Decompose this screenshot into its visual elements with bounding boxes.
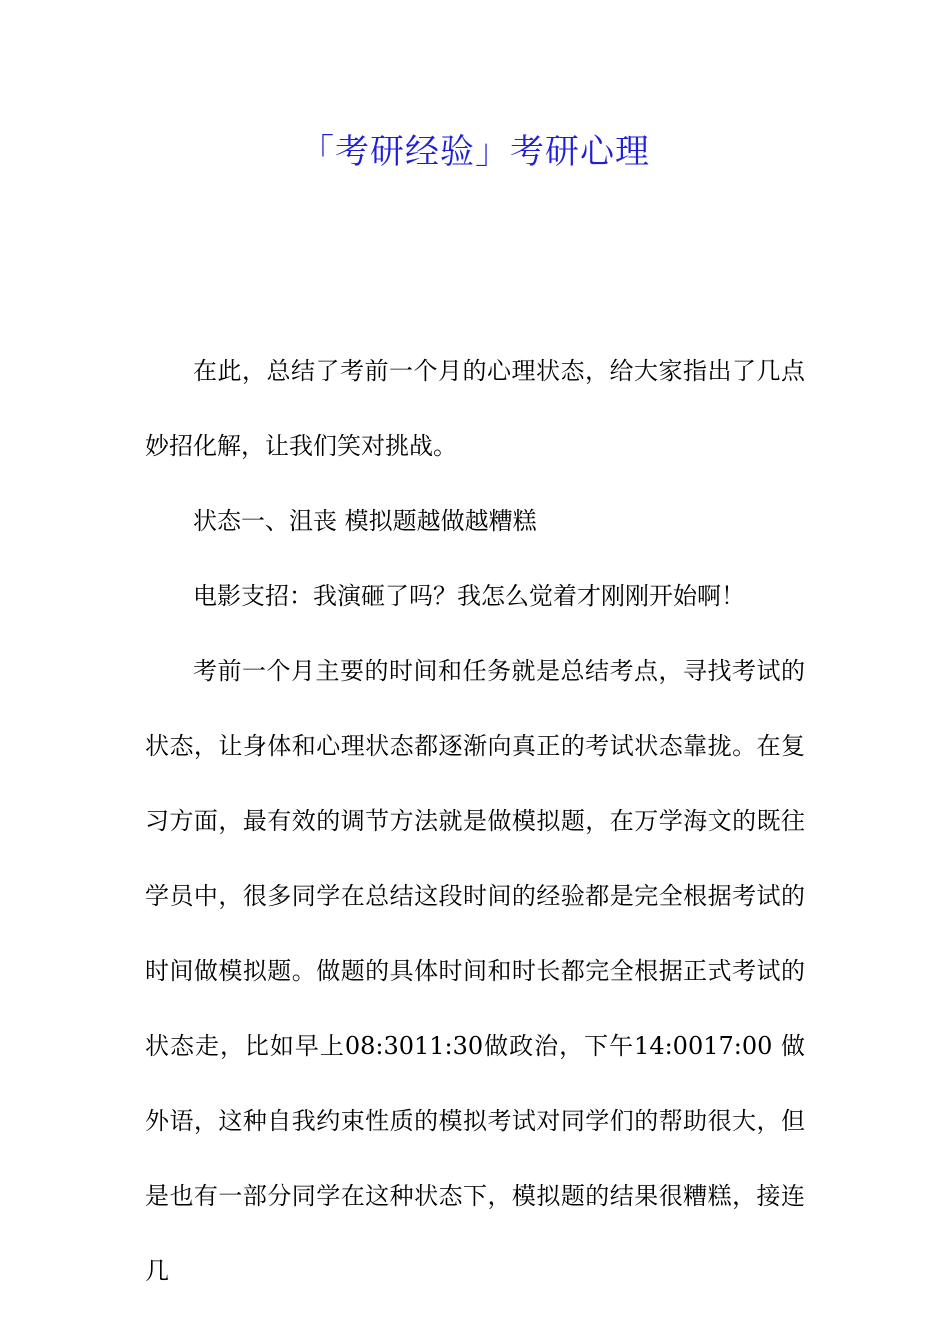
paragraph-movie-tip: 电影支招：我演砸了吗？我怎么觉着才刚刚开始啊！ — [193, 582, 745, 610]
paragraph-intro: 在此，总结了考前一个月的心理状态，给大家指出了几点妙招化解，让我们笑对挑战。 — [145, 357, 805, 460]
document-title: 「考研经验」考研心理 — [300, 132, 650, 172]
paragraph-state-one-heading: 状态一、沮丧 模拟题越做越糟糕 — [193, 507, 537, 535]
paragraph-main-content: 考前一个月主要的时间和任务就是总结考点，寻找考试的状态，让身体和心理状态都逐渐向真正的考试状态靠拢。在复习方面，最有效的调节方法就是做模拟题，在万学海文的既往学员中，很多同学在总结这段时间的经验都是完全根据考试的时间做模拟题。做题的具体时间和时长都完全根据正式考试的状态走，比如早上08:3011:30做政治，下午14:0017:00 做外语，这种自我约束性质的模拟考试对同学们的帮助很大，但是也有一部分同学在这种状态下，模拟题的结果很糟糕，接连几 — [145, 657, 805, 1285]
document-body — [145, 334, 805, 1309]
